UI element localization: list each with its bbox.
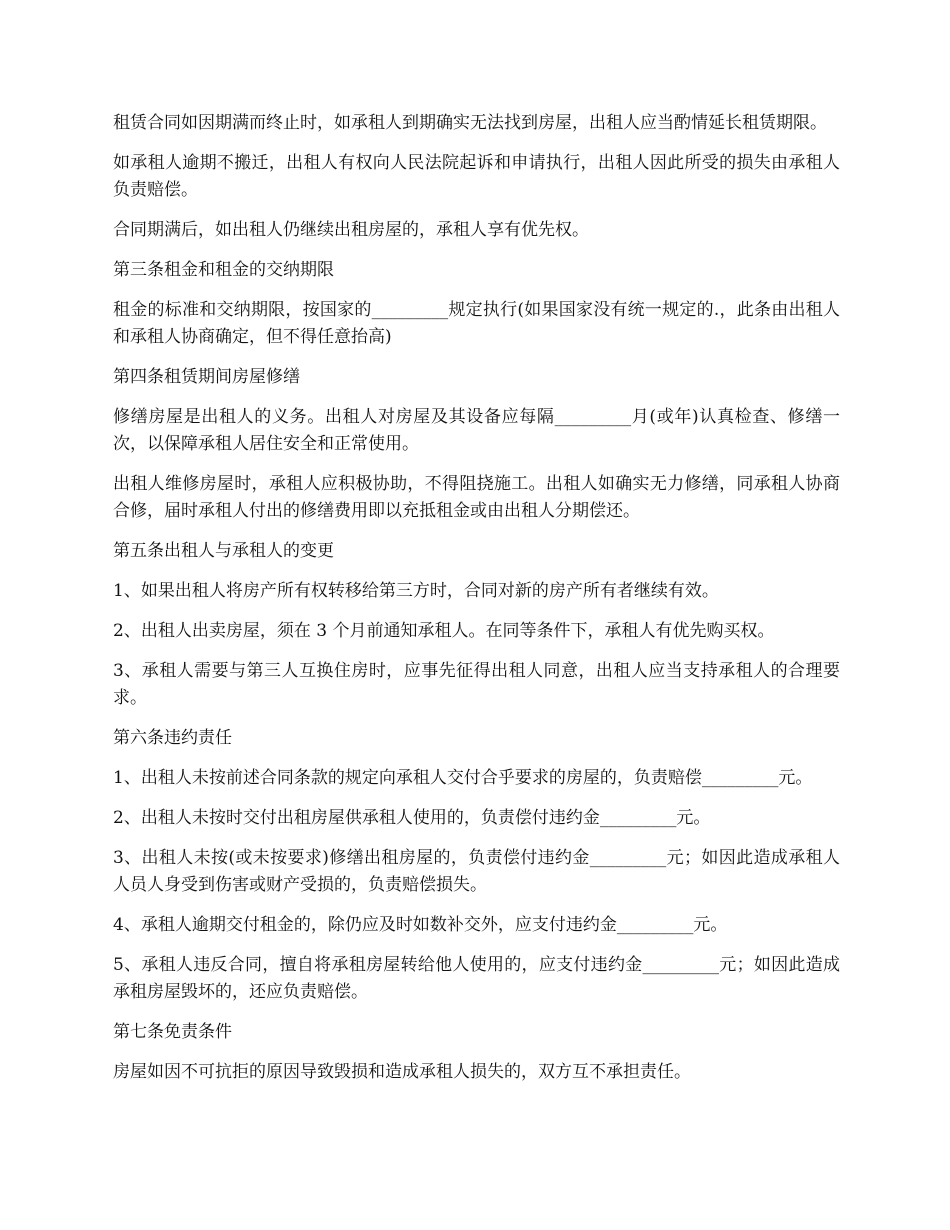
list-item-liability-5: 5、承租人违反合同，擅自将承租房屋转给他人使用的，应支付违约金_________元；如因此造成承租房屋毁坏的，还应负责赔偿。 <box>113 955 840 1002</box>
list-item-change-2: 2、出租人出卖房屋，须在 3 个月前通知承租人。在同等条件下，承租人有优先购买权。 <box>113 621 775 641</box>
paragraph-repair-cooperation: 出租人维修房屋时，承租人应积极协助，不得阻挠施工。出租人如确实无力修缮，同承租人协商合修，届时承租人付出的修缮费用即以充抵租金或由出租人分期偿还。 <box>113 474 840 521</box>
paragraph-force-majeure: 房屋如因不可抗拒的原因导致毁损和造成承租人损失的，双方互不承担责任。 <box>113 1062 691 1082</box>
list-item-change-1: 1、如果出租人将房产所有权转移给第三方时，合同对新的房产所有者继续有效。 <box>113 581 719 601</box>
list-item-liability-3: 3、出租人未按(或未按要求)修缮出租房屋的，负责偿付违约金_________元；如因此造成承租人人员人身受到伤害或财产受损的，负责赔偿损失。 <box>113 848 840 895</box>
list-item-change-3: 3、承租人需要与第三人互换住房时，应事先征得出租人同意，出租人应当支持承租人的合理要求。 <box>113 661 840 708</box>
list-item-liability-1: 1、出租人未按前述合同条款的规定向承租人交付合乎要求的房屋的，负责赔偿_________元。 <box>113 768 813 788</box>
list-item-liability-4: 4、承租人逾期交付租金的，除仍应及时如数补交外，应支付违约金_________元。 <box>113 915 728 935</box>
paragraph-rent-standard: 租金的标准和交纳期限，按国家的_________规定执行(如果国家没有统一规定的.，此条由出租人和承租人协商确定，但不得任意抬高) <box>113 300 840 347</box>
section-heading-article-6: 第六条违约责任 <box>113 728 232 748</box>
list-item-liability-2: 2、出租人未按时交付出租房屋供承租人使用的，负责偿付违约金_________元。 <box>113 808 711 828</box>
section-heading-article-7: 第七条免责条件 <box>113 1022 232 1042</box>
section-heading-article-5: 第五条出租人与承租人的变更 <box>113 541 334 561</box>
paragraph-overdue-moving: 如承租人逾期不搬迁，出租人有权向人民法院起诉和申请执行，出租人因此所受的损失由承租人负责赔偿。 <box>113 153 840 200</box>
paragraph-repair-duty: 修缮房屋是出租人的义务。出租人对房屋及其设备应每隔_________月(或年)认真检查、修缮一次，以保障承租人居住安全和正常使用。 <box>113 407 840 454</box>
document-body <box>113 110 840 1099</box>
section-heading-article-4: 第四条租赁期间房屋修缮 <box>113 367 300 387</box>
section-heading-article-3: 第三条租金和租金的交纳期限 <box>113 260 334 280</box>
paragraph-priority-right: 合同期满后，如出租人仍继续出租房屋的，承租人享有优先权。 <box>113 220 589 240</box>
paragraph-lease-extension: 租赁合同如因期满而终止时，如承租人到期确实无法找到房屋，出租人应当酌情延长租赁期限。 <box>113 113 827 133</box>
